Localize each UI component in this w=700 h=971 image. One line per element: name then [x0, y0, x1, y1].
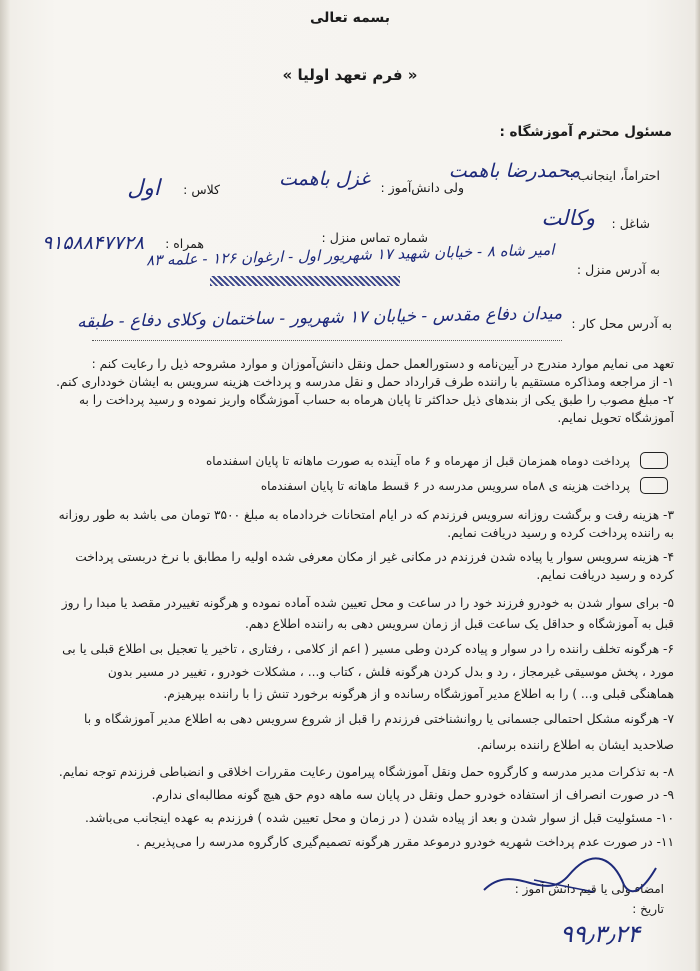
mobile-field[interactable]: ۹۱۵۸۸۴۷۷۲۸	[42, 232, 145, 254]
class-label: کلاس :	[183, 182, 220, 197]
item-5-cont: قبل به آموزشگاه و حداقل یک ساعت قبل از زمان سرویس دهی به راننده اطلاع دهم.	[245, 617, 674, 631]
mobile-label: همراه :	[165, 236, 204, 251]
student-name-field[interactable]: غزل باهمت	[278, 168, 370, 190]
home-address-label: به آدرس منزل :	[576, 262, 660, 277]
signature-scribble	[474, 850, 664, 910]
job-field[interactable]: وکالت	[541, 206, 595, 230]
option-1-checkbox[interactable]	[640, 452, 668, 469]
item-6: ۶- هرگونه تخلف راننده را در سوار و پیاده کردن وطی مسیر ( اعم از کلامی ، رفتاری ، تاخیر یا تعجیل بی اطلاع قبلی یا بی	[62, 642, 674, 656]
item-2-cont: آموزشگاه تحویل نمایم.	[557, 411, 674, 425]
crossed-out-text	[210, 276, 400, 286]
home-phone-label: شماره تماس منزل :	[321, 230, 428, 245]
item-11: ۱۱- در صورت عدم پرداخت شهریه خودرو درموعد مقرر هرگونه تصمیم‌گیری کارگروه مدرسه را می‌پذیریم .	[136, 835, 674, 849]
item-3: ۳- هزینه رفت و برگشت روزانه سرویس فرزندم که در ایام امتحانات خردادماه به مبلغ ۳۵۰۰ تومان می باشد به طور روزانه	[58, 508, 674, 522]
date-label: تاریخ :	[632, 902, 664, 916]
home-address-field[interactable]: امیر شاه ۸ - خیابان شهید ۱۷ شهریور اول - ارغوان ۱۲۶ - علمه ۸۳	[146, 240, 556, 270]
pledge-intro: تعهد می نمایم موارد مندرج در آیین‌نامه و دستورالعمل حمل ونقل دانش‌آموزان و موارد مشروحه ذیل را رعایت کنم :	[91, 357, 674, 371]
item-4: ۴- هزینه سرویس سوار یا پیاده شدن فرزندم در مکانی غیر از مکان معرفی شده اولیه را مطابق با نرخ دربستی پرداخت	[75, 550, 674, 564]
item-7-cont: صلاحدید ایشان به اطلاع راننده برسانم.	[476, 738, 674, 752]
item-10: ۱۰- مسئولیت قبل از سوار شدن و بعد از پیاده شدن ( در زمان و محل تعیین شده ) فرزندم به عهده اینجانب می‌باشد.	[84, 811, 674, 825]
student-label: ولی دانش‌آموز :	[380, 180, 464, 195]
class-field[interactable]: اول	[127, 176, 160, 201]
signature-label: امضاء ولی یا قیم دانش آموز :	[514, 882, 664, 896]
option-2-checkbox[interactable]	[640, 477, 668, 494]
work-address-field[interactable]: میدان دفاع مقدس - خیابان ۱۷ شهریور - ساختمان وکلای دفاع - طبقه	[76, 303, 563, 333]
form-title: « فرم تعهد اولیا »	[282, 66, 418, 84]
paper-edge-left	[0, 0, 10, 971]
salutation: مسئول محترم آموزشگاه :	[499, 124, 672, 140]
item-6-cont: مورد ، پخش موسیقی غیرمجاز ، رد و بدل کردن هرگونه فلش ، کتاب و... ، مشکلات خودرو ، تغییر در مسیر بدون	[107, 665, 674, 679]
item-2: ۲- مبلغ مصوب را طبق یکی از بندهای ذیل حداکثر تا پایان هرماه به حساب آموزشگاه واریز نموده و رسید پرداخت را به	[78, 393, 674, 407]
paper-edge-right	[694, 0, 700, 971]
item-4-cont: کرده و رسید دریافت نمایم.	[536, 568, 674, 582]
work-address-label: به آدرس محل کار :	[571, 316, 672, 331]
intro-label: احتراماً، اینجانب :	[569, 168, 660, 183]
option-2-label: پرداخت هزینه ی ۸ماه سرویس مدرسه در ۶ قسط ماهانه تا پایان اسفندماه	[260, 479, 630, 493]
item-5: ۵- برای سوار شدن به خودرو فرزند خود را در ساعت و محل تعیین شده آماده نموده و هرگونه تغییردر مقصد یا مبدا را روز	[61, 596, 674, 610]
bismillah-heading: بسمه تعالی	[309, 10, 391, 26]
item-3-cont: به راننده پرداخت کرده و رسید دریافت نمایم.	[447, 526, 674, 540]
item-8: ۸- به تذکرات مدیر مدرسه و کارگروه حمل ونقل آموزشگاه پیرامون رعایت مقررات اخلاقی و انضباطی فرزندم توجه نمایم.	[58, 765, 674, 779]
work-address-underline	[92, 340, 562, 341]
option-1-label: پرداخت دوماه همزمان قبل از مهرماه و ۶ ماه آینده به صورت ماهانه تا پایان اسفندماه	[205, 454, 630, 468]
parent-name-field[interactable]: محمدرضا باهمت	[448, 160, 580, 182]
date-field[interactable]: ۹۹٫۳٫۲۴	[560, 920, 641, 948]
job-label: شاغل :	[611, 216, 650, 231]
item-7: ۷- هرگونه مشکل احتمالی جسمانی یا روانشناختی فرزندم را قبل از شروع سرویس دهی به اطلاع مدیر آموزشگاه و با	[84, 712, 674, 726]
item-9: ۹- در صورت انصراف از استفاده خودرو حمل ونقل در پایان سه ماهه دوم حق هیچ گونه مطالبه‌ای ندارم.	[151, 788, 674, 802]
item-1: ۱- از مراجعه ومذاکره مستقیم با راننده طرف قرارداد حمل و نقل مدرسه و پرداخت هزینه سرویس به ایشان خودداری کنم.	[56, 375, 674, 389]
item-6-cont-2: هماهنگی قبلی و... ) را به اطلاع مدیر آموزشگاه رسانده و از هرگونه برخورد تنش زا با راننده بپرهیزم.	[163, 687, 674, 701]
